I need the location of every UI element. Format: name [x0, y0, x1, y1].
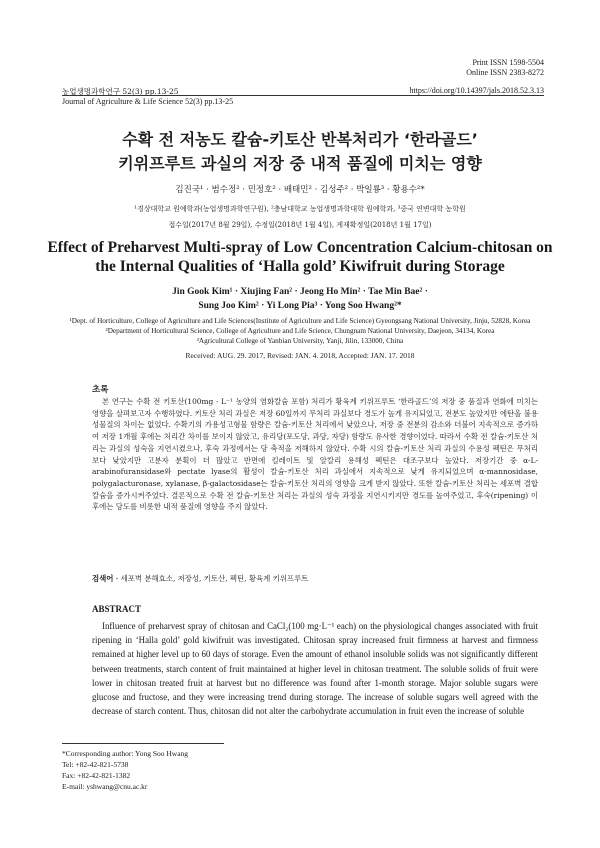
dates-korean: 접수일(2017년 8월 29일), 수정일(2018년 1월 4일), 게재확정일(2018년 1월 17일) [168, 221, 432, 229]
abstract-korean: 본 연구는 수확 전 키토산(100mg · L⁻¹ 농양의 염화칼슘 포함) 처리가 황육계 키위프루트 ‘한라골드’의 저장 중 품질과 연화에 미치는 영향을 살펴보고자 수행하였다. 키토산 처리 과실은 저장 60일까지 무처리 과실보다 경도가 높게 유지되었고, 전분도 높았지만 에탄올 불용성물질의 차이는 없었다. 수확기의 가용성고형물 함량은 칼슘-키토산 처리에서 낮았으나, 저장 중 전분의 감소와 더불어 지속적으로 증가하여 저장 1개월 후에는 처리간 차이를 보이지 않았고, 유리당(포도당, 과당, 자당) 함량도 유사한 경향이었다. 따라서 수확 전 칼슘-키토산 처리는 과실의 성숙을 지연시켰으나, 후숙 과정에서는 당 축적을 저해하지 않았다. 수확 시의 칼슘-키토산 처리 과실의 수용성 펙틴은 무처리보다 낮았지만 고분자 분획이 더 많았고 반면에 킬레이트 및 알칼리 용해성 펙틴은 대조구보다 높았다. 저장기간 중 α-L-arabinofuransidase와 pectate lyase의 활성이 칼슘-키토산 처리 과실에서 지속적으로 낮게 유지되었으며 α-mannosidase, polygalacturonase, xylanase, β-galactosidase는 칼슘-키토산 처리의 영향을 크게 받지 않았다. 또한 칼슘-키토산 처리는 세포벽 결합 칼슘을 증가시켜주었다. 결론적으로 수확 전 칼슘-키토산 처리는 과실의 성숙 과정을 지연시키지만 경도를 높여주었고, 후숙(ripening) 이후에는 당도를 비롯한 내적 품질에 영향을 주지 않았다. [92, 397, 538, 512]
abstract-english: Influence of preharvest spray of chitosan and CaCl₂(100 mg·L⁻¹ each) on the physiological changes associated with fruit ripening in ‘Halla gold’ gold kiwifruit was investigated. Chitosan spray increased fruit firmness at harvest and firmness remained at higher level up to 60 days of storage. Even the amount of ethanol insoluble solids was not significantly different between treatments, starch content of fruit maintained at higher level in chitosan treatment. The soluble solids of fruit were lower in chitosan treated fruit at harvest but no difference was found after 1-month storage. Major soluble sugars were glucose and fructose, and they were increasing trend during storage. The increase of soluble sugars well agreed with the decrease of starch content. Thus, chitosan did not alter the carbohydrate accumulation in fruit even the increase of soluble [92, 621, 538, 717]
authors-english [40, 285, 560, 313]
author-tel: Tel: +82-42-821-5738 [62, 760, 129, 769]
issn-online: Online ISSN 2383-8272 [466, 68, 544, 77]
footnote-divider [62, 743, 224, 744]
title-korean-line1: 수확 전 저농도 칼슘-키토산 반복처리가 ‘한라골드’ [122, 130, 478, 149]
keywords-text: - 세포벽 분해효소, 저장성, 키토산, 펙틴, 황육계 키위프루트 [113, 574, 309, 583]
affiliation-2: ²Department of Horticultural Science, College of Agriculture and Life Science, Chungnam National University, Daejeon, 34134, Korea [105, 327, 495, 335]
affiliation-3: ³Agricultural College of Yanbian University, Yanji, Jilin, 133000, China [196, 337, 404, 345]
authors-korean: 김진국¹ · 범수정² · 민정호² · 배태민² · 김성주² · 박일룡³ · 황용수²* [175, 185, 425, 195]
title-korean [40, 128, 560, 176]
issn-block [466, 58, 544, 78]
title-english [40, 238, 560, 276]
authors-english-line2: Sung Joo Kim² · Yi Long Pia³ · Yong Soo Hwang²* [198, 301, 402, 311]
title-korean-line2: 키위프루트 과실의 저장 중 내적 품질에 미치는 영향 [118, 154, 482, 173]
author-email[interactable]: E-mail: yshwang@cnu.ac.kr [62, 782, 148, 791]
keywords-label: 검색어 [92, 574, 114, 583]
keywords-korean [92, 573, 538, 584]
abstract-heading-korean: 초록 [92, 385, 109, 395]
corresponding-author: *Corresponding author: Yong Soo Hwang [62, 749, 189, 758]
affiliations-korean: ¹경상대학교 원예학과(농업생명과학연구원), ²충남대학교 농업생명과학대학 원예학과, ³중국 연변대학 농학원 [134, 205, 466, 213]
title-english-line2: the Internal Qualities of ‘Halla gold’ Kiwifruit during Storage [95, 258, 505, 275]
dates-english: Received: AUG. 29. 2017, Revised: JAN. 4. 2018, Accepted: JAN. 17. 2018 [185, 351, 415, 360]
footnote [62, 748, 188, 792]
affiliation-1: ¹Dept. of Horticulture, College of Agriculture and Life Sciences(Institute of Agriculture and Life Science) Gyeongsang National University, Jinju, 52828, Korea [69, 317, 531, 325]
doi-link[interactable]: https://doi.org/10.14397/jals.2018.52.3.13 [409, 86, 544, 95]
authors-english-line1: Jin Gook Kim¹ · Xiujing Fan² · Jeong Ho Min² · Tae Min Bae² · [172, 287, 428, 297]
issn-print: Print ISSN 1598-5504 [472, 58, 544, 67]
affiliations-english [50, 316, 550, 346]
abstract-heading-english: ABSTRACT [92, 604, 142, 614]
journal-citation-en: Journal of Agriculture & Life Science 52(3) pp.13-25 [62, 97, 234, 106]
journal-citation-kr: 농업생명과학연구 52(3) pp.13-25 [62, 87, 179, 96]
author-fax: Fax: +82-42-821-1382 [62, 771, 131, 780]
header-divider [62, 95, 544, 96]
title-english-line1: Effect of Preharvest Multi-spray of Low Concentration Calcium-chitosan on [47, 239, 553, 256]
